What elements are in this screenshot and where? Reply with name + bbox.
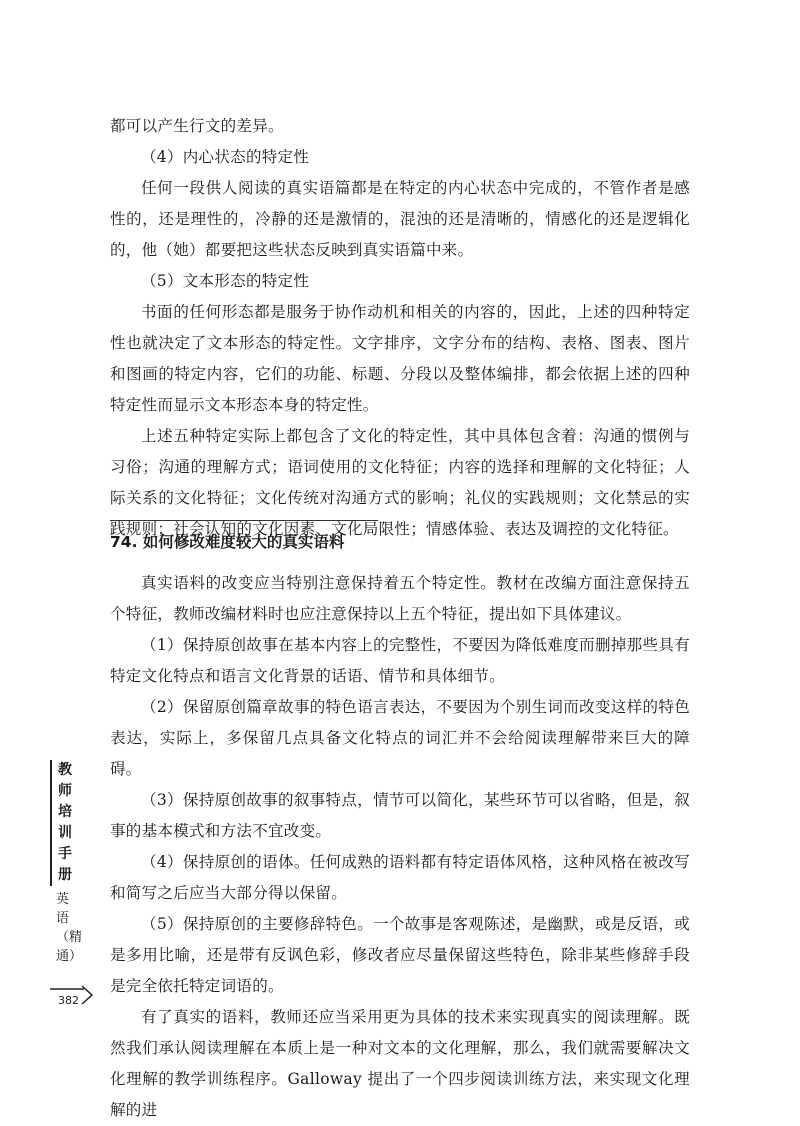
section-heading: 74. 如何修改难度较大的真实语料 <box>110 520 378 552</box>
paragraph: 真实语料的改变应当特别注意保持着五个特定性。教材在改编方面注意保持五个特征，教师改编材料时也应注意保持以上五个特征，提出如下具体建议。 <box>110 574 690 623</box>
subheading-4: （4）内心状态的特定性 <box>141 148 310 166</box>
text-block-lower <box>110 568 690 1126</box>
book-subtitle: 英语（精通） <box>56 892 83 964</box>
list-item: （1）保持原创故事在基本内容上的完整性，不要因为降低难度而删掉那些具有特定文化特点和语言文化背景的话语、情节和具体细节。 <box>110 636 690 685</box>
book-title: 教师培训手册 <box>58 762 72 883</box>
list-item: （5）保持原创的主要修辞特色。一个故事是客观陈述，是幽默，或是反语，或是多用比喻，还是带有反讽色彩，修改者应尽量保留这些特色，除非某些修辞手段是完全依托特定词语的。 <box>110 915 690 995</box>
paragraph: 有了真实的语料，教师还应当采用更为具体的技术来实现真实的阅读理解。既然我们承认阅读理解在本质上是一种对文本的文化理解，那么，我们就需要解决文化理解的教学训练程序。Galloway 提出了一个四步阅读训练方法，来实现文化理解的进 <box>110 1008 690 1119</box>
list-item: （3）保持原创故事的叙事特点，情节可以简化，某些环节可以省略，但是，叙事的基本模式和方法不宜改变。 <box>110 791 690 840</box>
paragraph: 都可以产生行文的差异。 <box>110 117 284 135</box>
paragraph: 任何一段供人阅读的真实语篇都是在特定的内心状态中完成的，不管作者是感性的，还是理性的，冷静的还是激情的，混浊的还是清晰的，情感化的还是逻辑化的，他（她）都要把这些状态反映到真实语篇中来。 <box>110 179 690 259</box>
subheading-5: （5）文本形态的特定性 <box>141 272 310 290</box>
page-number: 382 <box>58 994 79 1007</box>
paragraph: 上述五种特定实际上都包含了文化的特定性，其中具体包含着：沟通的惯例与习俗；沟通的理解方式；语词使用的文化特征；内容的选择和理解的文化特征；人际关系的文化特征；文化传统对沟通方式的影响；礼仪的实践规则；文化禁忌的实践规则；社会认知的文化因素、文化局限性；情感体验、表达及调控的文化特征。 <box>110 427 690 538</box>
list-item: （4）保持原创的语体。任何成熟的语料都有特定语体风格，这种风格在被改写和简写之后应当大部分得以保留。 <box>110 853 690 902</box>
list-item: （2）保留原创篇章故事的特色语言表达，不要因为个别生词而改变这样的特色表达，实际上，多保留几点具备文化特点的词汇并不会给阅读理解带来巨大的障碍。 <box>110 698 690 778</box>
paragraph: 书面的任何形态都是服务于协作动机和相关的内容的，因此，上述的四种特定性也就决定了文本形态的特定性。文字排序，文字分布的结构、表格、图表、图片和图画的特定内容，它们的功能、标题、分段以及整体编排，都会依据上述的四种特定性而显示文本形态本身的特定性。 <box>110 303 690 414</box>
text-block-upper <box>110 111 690 545</box>
side-tab-book-title <box>50 760 80 886</box>
